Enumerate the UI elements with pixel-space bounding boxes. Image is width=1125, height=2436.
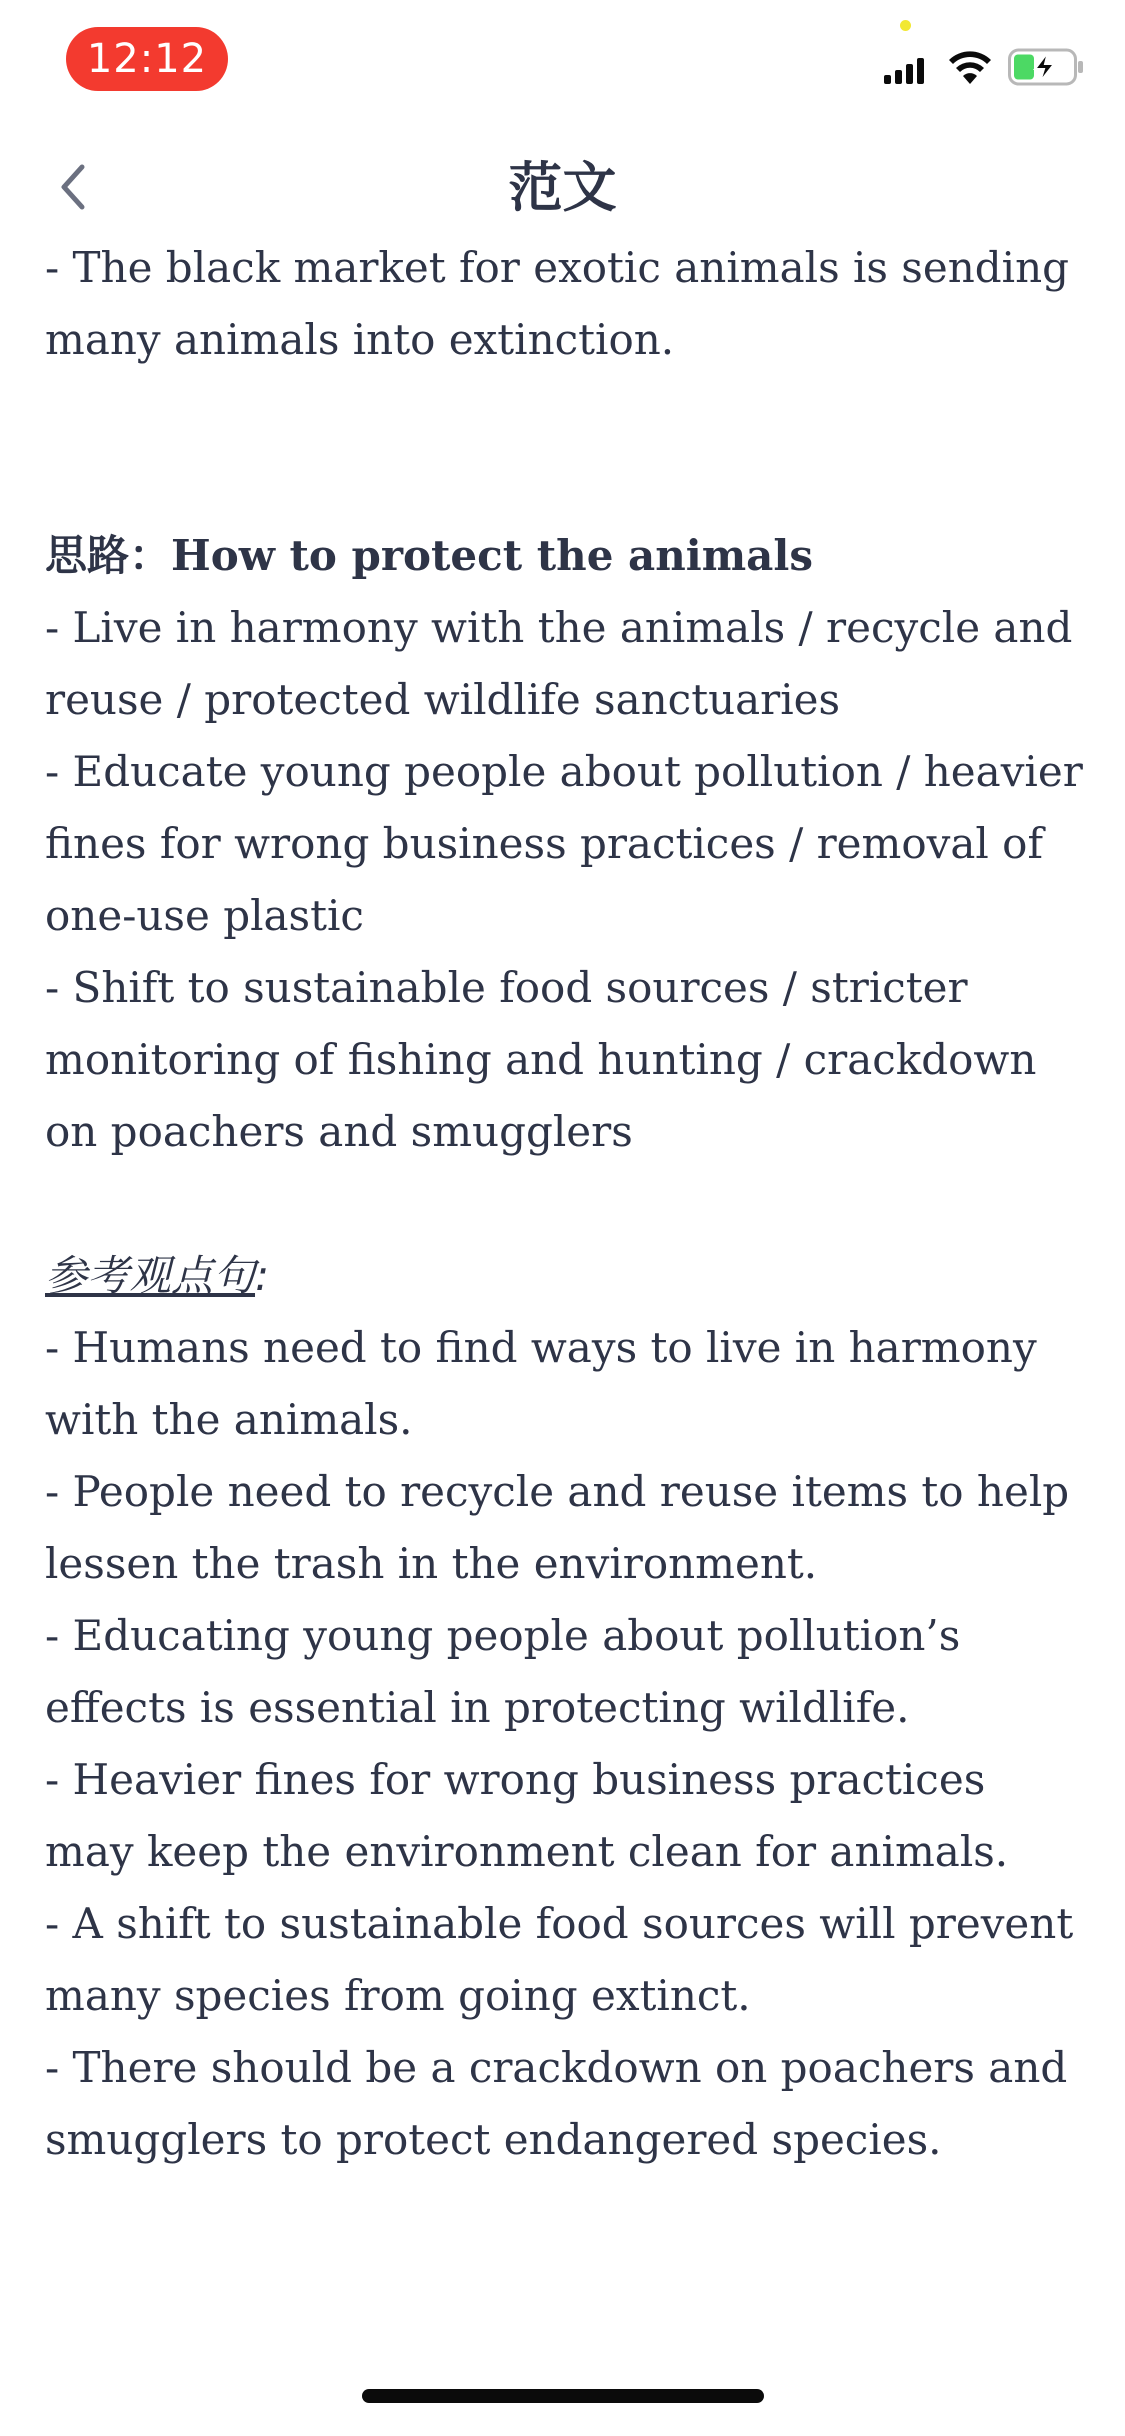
list-item: - Humans need to find ways to live in harmony with the animals. [45, 1323, 1037, 1444]
battery-charging-icon [1008, 48, 1084, 86]
spacer [45, 1168, 1085, 1240]
status-bar [0, 0, 1125, 130]
cellular-signal-icon [884, 58, 924, 84]
article-content [45, 232, 1085, 2176]
wifi-icon [948, 50, 992, 84]
section-heading-reference-sentences [45, 1240, 1085, 1312]
intro-paragraph: - The black market for exotic animals is sending many animals into extinction. [45, 243, 1070, 364]
section-heading-cn: 参考观点句 [45, 1251, 256, 1300]
home-indicator[interactable] [362, 2389, 764, 2403]
list-item: - There should be a crackdown on poachers and smugglers to protect endangered species. [45, 2043, 1068, 2164]
section-heading-suffix: : [255, 1251, 270, 1300]
section-heading-approach [45, 520, 1085, 592]
list-item: - A shift to sustainable food sources will prevent many species from going extinct. [45, 1899, 1074, 2020]
privacy-indicator-dot [900, 20, 911, 31]
section-heading-en: How to protect the animals [171, 531, 813, 580]
list-item: - Live in harmony with the animals / recycle and reuse / protected wildlife sanctuaries [45, 603, 1073, 724]
list-item: - Shift to sustainable food sources / stricter monitoring of fishing and hunting / crackdown on poachers and smugglers [45, 963, 1037, 1156]
spacer [45, 376, 1085, 520]
list-item: - Educating young people about pollution’s effects is essential in protecting wildlife. [45, 1611, 961, 1732]
page-title: 范文 [508, 156, 617, 219]
list-item: - Educate young people about pollution / heavier fines for wrong business practices / removal of one-use plastic [45, 747, 1083, 940]
status-time: 12:12 [66, 27, 228, 91]
section-heading-cn: 思路： [45, 531, 172, 580]
list-item: - People need to recycle and reuse items to help lessen the trash in the environment. [45, 1467, 1070, 1588]
list-item: - Heavier fines for wrong business practices may keep the environment clean for animals. [45, 1755, 1009, 1876]
